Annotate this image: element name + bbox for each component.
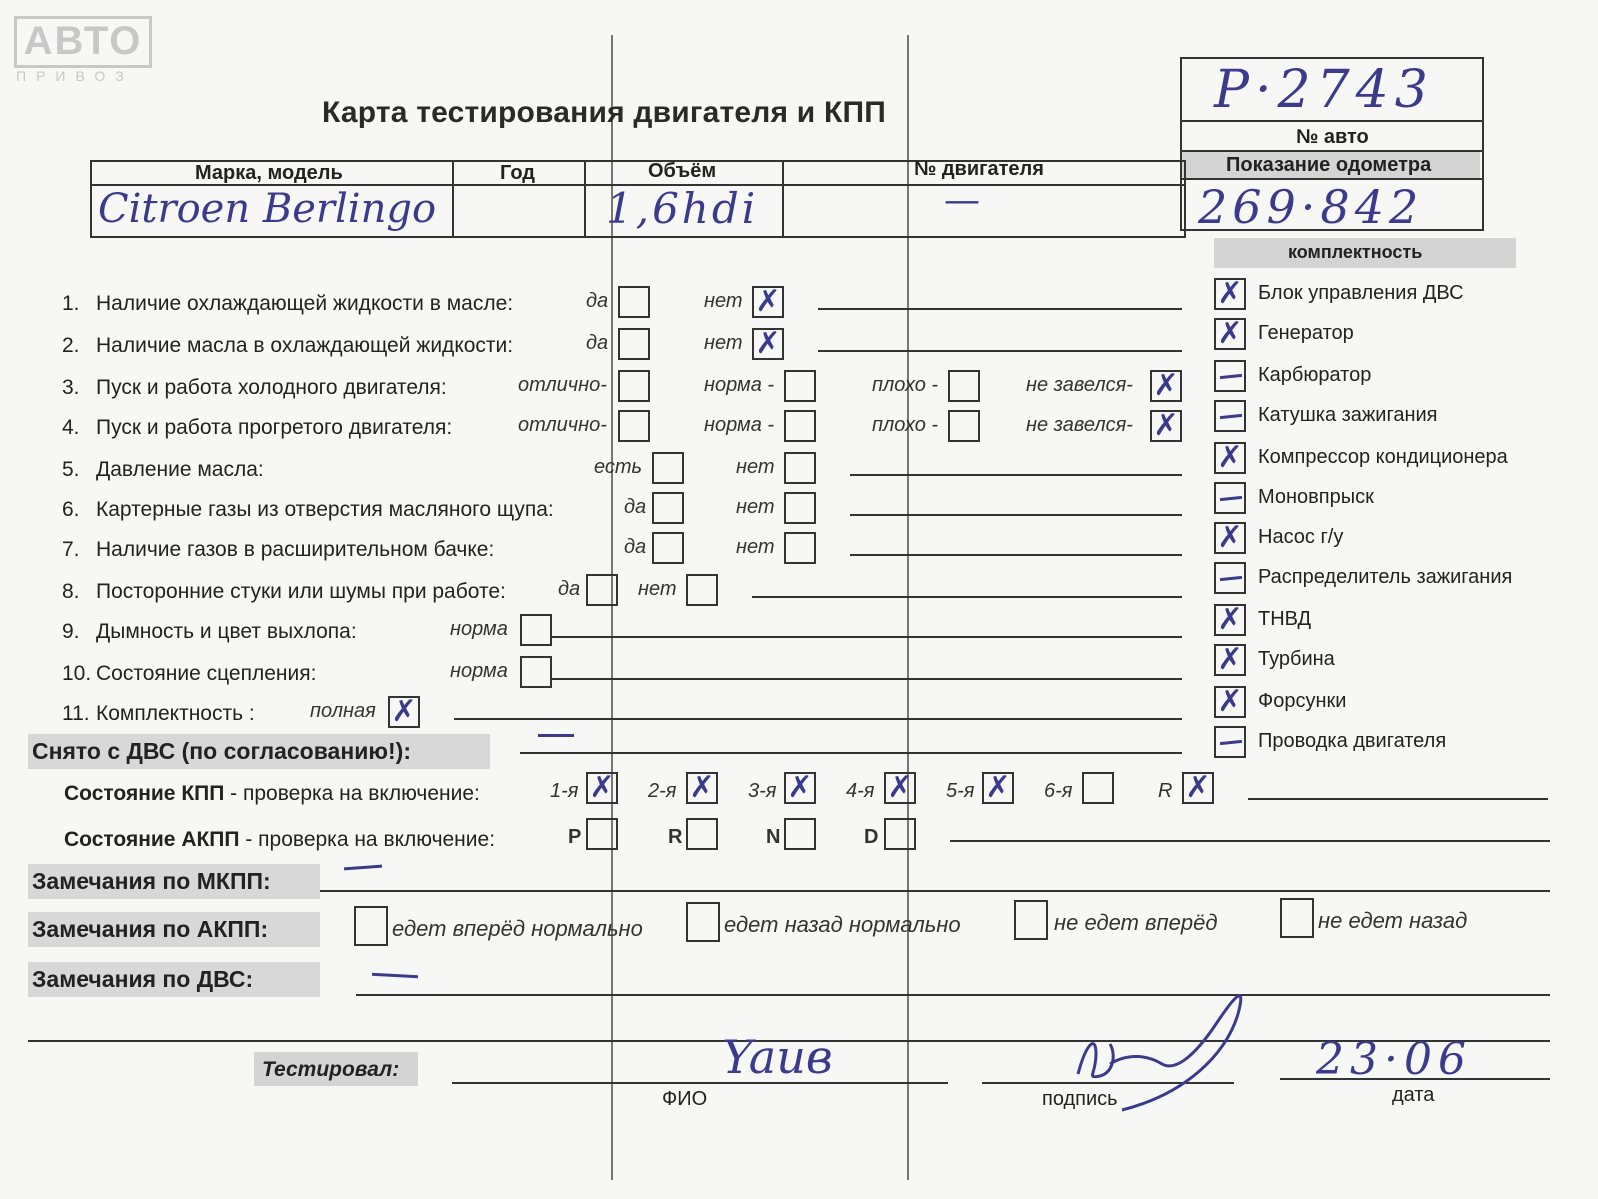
cross-mark: ✗ [589, 770, 615, 805]
question-option-label: нет [736, 536, 775, 558]
date-value[interactable]: 23·06 [1316, 1034, 1472, 1085]
cross-mark: ✗ [755, 284, 781, 319]
akpp-notes-checkbox[interactable] [1280, 898, 1314, 938]
akpp-mode-label: N [766, 826, 781, 848]
question-option-label: норма - [704, 374, 775, 396]
dash-mark [1220, 374, 1242, 379]
question-option-label: да [586, 332, 609, 354]
question-option-checkbox[interactable] [784, 370, 816, 402]
kpp-row-label: Состояние КПП - проверка на включение: [64, 782, 480, 805]
question-option-label: да [624, 536, 647, 558]
dash-mark [1220, 740, 1242, 745]
engine-notes-label: Замечания по ДВС: [28, 962, 320, 997]
completeness-item-label: Проводка двигателя [1258, 730, 1447, 752]
odometer-label: Показание одометра [1226, 154, 1432, 176]
question-number: 7. [62, 538, 80, 561]
completeness-checkbox[interactable] [1214, 562, 1246, 594]
question-option-checkbox[interactable] [784, 492, 816, 524]
question-text: Давление масла: [96, 458, 264, 481]
question-option-label: отлично- [518, 374, 607, 396]
completeness-item-label: Турбина [1258, 648, 1335, 670]
cross-mark: ✗ [1217, 440, 1243, 475]
cross-mark: ✗ [1185, 770, 1211, 805]
akpp-notes-option-label: не едет назад [1318, 908, 1468, 933]
question-option-checkbox[interactable] [1150, 370, 1182, 402]
completeness-checkbox[interactable] [1214, 522, 1246, 554]
cross-mark: ✗ [689, 770, 715, 805]
gear-checkbox[interactable] [784, 772, 816, 804]
question-number: 5. [62, 458, 80, 481]
question-notes-line[interactable] [818, 350, 1182, 352]
cross-mark: ✗ [1153, 408, 1179, 443]
akpp-notes-label: Замечания по АКПП: [28, 912, 320, 947]
table-header-year: Год [500, 162, 535, 184]
gear-label: 6-я [1044, 780, 1073, 802]
question-option-label: не завелся- [1026, 414, 1133, 436]
cross-mark: ✗ [391, 694, 417, 729]
engine-number-value[interactable]: — [944, 180, 980, 221]
akpp-mode-checkbox[interactable] [884, 818, 916, 850]
completeness-checkbox[interactable] [1214, 726, 1246, 758]
akpp-mode-label: P [568, 826, 582, 848]
completeness-item-label: ТНВД [1258, 608, 1312, 630]
cross-mark: ✗ [1153, 368, 1179, 403]
completeness-title: комплектность [1288, 242, 1423, 262]
question-number: 9. [62, 620, 80, 643]
completeness-checkbox[interactable] [1214, 604, 1246, 636]
engine-notes-line[interactable] [356, 994, 1550, 996]
question-option-checkbox[interactable] [686, 574, 718, 606]
cross-mark: ✗ [787, 770, 813, 805]
avtoprivoz-logo-subtitle: ПРИВОЗ [16, 68, 134, 84]
akpp-notes-line[interactable] [950, 840, 1550, 842]
question-option-checkbox[interactable] [618, 328, 650, 360]
question-number: 11. [62, 702, 90, 725]
gear-label: 1-я [550, 780, 579, 802]
akpp-mode-label: D [864, 826, 879, 848]
completeness-checkbox[interactable] [1214, 482, 1246, 514]
table-column-divider [584, 160, 586, 236]
completeness-checkbox[interactable] [1214, 400, 1246, 432]
cross-mark: ✗ [887, 770, 913, 805]
question-text: Наличие газов в расширительном бачке: [96, 538, 495, 561]
question-notes-line[interactable] [454, 718, 1182, 720]
akpp-mode-label: R [668, 826, 683, 848]
gear-checkbox[interactable] [982, 772, 1014, 804]
completeness-item-label: Моновпрыск [1258, 486, 1374, 508]
mkpp-notes-label: Замечания по МКПП: [28, 864, 320, 899]
divider [1180, 120, 1482, 122]
odometer-value[interactable]: 269·842 [1198, 180, 1424, 234]
question-text: Комплектность : [96, 702, 255, 725]
akpp-notes-option-label: не едет вперёд [1054, 910, 1218, 935]
car-number-value[interactable]: P·2743 [1214, 60, 1434, 120]
question-text: Пуск и работа холодного двигателя: [96, 376, 447, 399]
question-text: Пуск и работа прогретого двигателя: [96, 416, 453, 439]
akpp-notes-checkbox[interactable] [1014, 900, 1048, 940]
question-notes-line[interactable] [850, 554, 1182, 556]
make-model-value[interactable]: Citroen Berlingo [98, 186, 437, 232]
dash-mark [1220, 496, 1242, 501]
completeness-checkbox[interactable] [1214, 360, 1246, 392]
question-option-checkbox[interactable] [520, 614, 552, 646]
table-column-divider [782, 160, 784, 236]
question-number: 1. [62, 292, 80, 315]
fio-caption: ФИО [662, 1088, 708, 1110]
question-option-checkbox[interactable] [784, 452, 816, 484]
completeness-item-label: Распределитель зажигания [1258, 566, 1513, 588]
volume-value[interactable]: 1,6hdi [606, 184, 759, 233]
question-option-checkbox[interactable] [784, 532, 816, 564]
question-number: 10. [62, 662, 92, 685]
completeness-checkbox[interactable] [1214, 442, 1246, 474]
gear-checkbox[interactable] [586, 772, 618, 804]
divider [1180, 150, 1482, 152]
question-option-label: нет [704, 290, 743, 312]
question-option-checkbox[interactable] [948, 370, 980, 402]
question-text: Картерные газы из отверстия масляного щупа: [96, 498, 554, 521]
akpp-mode-checkbox[interactable] [686, 818, 718, 850]
completeness-item-label: Форсунки [1258, 690, 1347, 712]
question-option-label: отлично- [518, 414, 607, 436]
table-header-volume: Объём [648, 160, 717, 182]
question-option-checkbox[interactable] [652, 452, 684, 484]
akpp-mode-checkbox[interactable] [586, 818, 618, 850]
gear-checkbox[interactable] [1182, 772, 1214, 804]
question-option-checkbox[interactable] [618, 410, 650, 442]
completeness-checkbox[interactable] [1214, 278, 1246, 310]
cross-mark: ✗ [755, 326, 781, 361]
tested-by-label: Тестировал: [262, 1058, 400, 1081]
gear-label: 5-я [946, 780, 975, 802]
completeness-checkbox[interactable] [1214, 686, 1246, 718]
removed-from-engine-label: Снято с ДВС (по согласованию!): [28, 734, 490, 769]
akpp-notes-option-label: едет назад нормально [724, 912, 961, 937]
question-text: Дымность и цвет выхлопа: [96, 620, 357, 643]
completeness-item-label: Генератор [1258, 322, 1354, 344]
akpp-notes-option-label: едет вперёд нормально [392, 916, 643, 941]
gear-checkbox[interactable] [884, 772, 916, 804]
removed-dash-mark [538, 734, 574, 737]
question-notes-line[interactable] [818, 308, 1182, 310]
cross-mark: ✗ [1217, 684, 1243, 719]
cross-mark: ✗ [985, 770, 1011, 805]
avtoprivoz-logo: АВТО [14, 16, 152, 68]
question-option-label: норма [450, 618, 508, 640]
table-header-engine-number: № двигателя [914, 158, 1044, 180]
question-notes-line[interactable] [850, 474, 1182, 476]
akpp-row-label: Состояние АКПП - проверка на включение: [64, 828, 496, 851]
question-notes-line[interactable] [850, 514, 1182, 516]
completeness-checkbox[interactable] [1214, 644, 1246, 676]
question-option-checkbox[interactable] [652, 532, 684, 564]
form-title: Карта тестирования двигателя и КПП [322, 96, 886, 129]
gear-label: R [1158, 780, 1173, 802]
mkpp-notes-line[interactable] [320, 890, 1550, 892]
question-option-label: нет [736, 496, 775, 518]
cross-mark: ✗ [1217, 276, 1243, 311]
question-option-checkbox[interactable] [784, 410, 816, 442]
table-header-make-model: Марка, модель [195, 162, 343, 184]
question-option-checkbox[interactable] [520, 656, 552, 688]
table-column-divider [452, 160, 454, 236]
question-number: 6. [62, 498, 80, 521]
completeness-item-label: Насос г/у [1258, 526, 1344, 548]
completeness-checkbox[interactable] [1214, 318, 1246, 350]
cross-mark: ✗ [1217, 316, 1243, 351]
question-option-label: плохо - [872, 374, 939, 396]
akpp-mode-checkbox[interactable] [784, 818, 816, 850]
fio-value[interactable]: Yaив [722, 1030, 833, 1084]
question-text: Посторонние стуки или шумы при работе: [96, 580, 506, 603]
completeness-item-label: Компрессор кондиционера [1258, 446, 1508, 468]
removed-from-engine-line[interactable] [520, 752, 1182, 754]
question-option-checkbox[interactable] [752, 328, 784, 360]
question-option-label: норма [450, 660, 508, 682]
completeness-item-label: Блок управления ДВС [1258, 282, 1464, 304]
car-number-label: № авто [1296, 126, 1369, 148]
question-number: 2. [62, 334, 80, 357]
question-option-label: есть [594, 456, 643, 478]
question-option-checkbox[interactable] [618, 286, 650, 318]
question-option-label: норма - [704, 414, 775, 436]
question-option-label: нет [736, 456, 775, 478]
akpp-notes-checkbox[interactable] [354, 906, 388, 946]
question-notes-line[interactable] [752, 596, 1182, 598]
question-text: Наличие масла в охлаждающей жидкости: [96, 334, 514, 357]
completeness-item-label: Карбюратор [1258, 364, 1372, 386]
question-option-label: да [624, 496, 647, 518]
question-option-checkbox[interactable] [948, 410, 980, 442]
question-option-label: полная [310, 700, 376, 722]
cross-mark: ✗ [1217, 642, 1243, 677]
question-number: 4. [62, 416, 80, 439]
question-option-checkbox[interactable] [388, 696, 420, 728]
gear-checkbox[interactable] [1082, 772, 1114, 804]
gear-checkbox[interactable] [686, 772, 718, 804]
cross-mark: ✗ [1217, 520, 1243, 555]
question-text: Состояние сцепления: [96, 662, 317, 685]
question-option-label: нет [704, 332, 743, 354]
question-option-checkbox[interactable] [618, 370, 650, 402]
dash-mark [1220, 414, 1242, 419]
question-option-label: нет [638, 578, 677, 600]
question-number: 3. [62, 376, 80, 399]
question-text: Наличие охлаждающей жидкости в масле: [96, 292, 514, 315]
question-option-checkbox[interactable] [652, 492, 684, 524]
question-notes-line[interactable] [552, 678, 1182, 680]
gear-label: 4-я [846, 780, 875, 802]
question-option-label: да [586, 290, 609, 312]
gear-label: 2-я [648, 780, 677, 802]
question-option-checkbox[interactable] [586, 574, 618, 606]
question-option-label: да [558, 578, 581, 600]
question-option-label: плохо - [872, 414, 939, 436]
date-caption: дата [1392, 1084, 1435, 1106]
cross-mark: ✗ [1217, 602, 1243, 637]
question-option-label: не завелся- [1026, 374, 1133, 396]
akpp-notes-checkbox[interactable] [686, 902, 720, 942]
signature-caption: подпись [1042, 1088, 1118, 1110]
fio-line[interactable] [452, 1082, 948, 1084]
completeness-item-label: Катушка зажигания [1258, 404, 1438, 426]
dash-mark [1220, 576, 1242, 581]
question-notes-line[interactable] [552, 636, 1182, 638]
kpp-notes-line[interactable] [1248, 798, 1548, 800]
question-option-checkbox[interactable] [1150, 410, 1182, 442]
question-option-checkbox[interactable] [752, 286, 784, 318]
question-number: 8. [62, 580, 80, 603]
gear-label: 3-я [748, 780, 777, 802]
